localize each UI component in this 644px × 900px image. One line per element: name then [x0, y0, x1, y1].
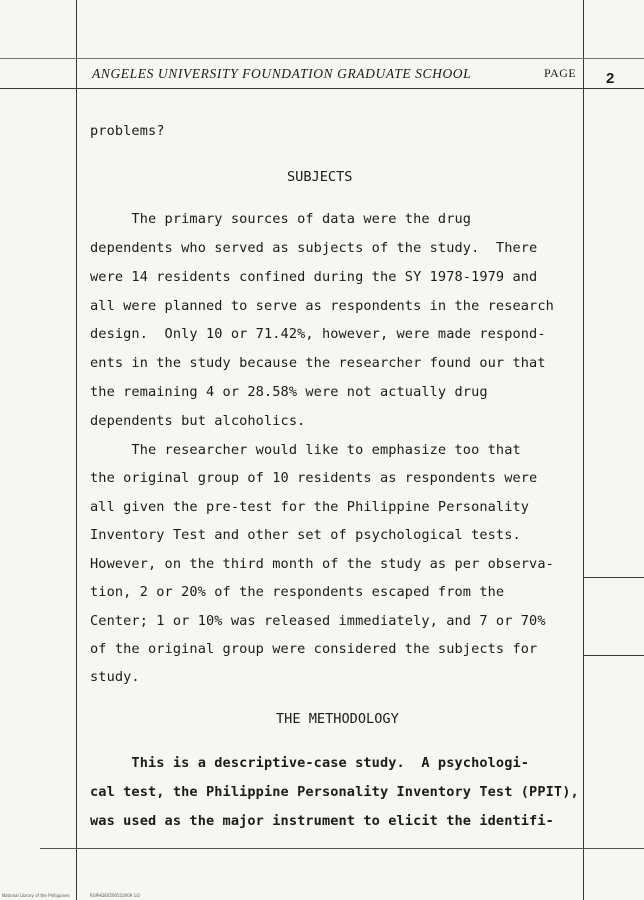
- footer-rule: [40, 848, 644, 849]
- left-border-line: [76, 0, 77, 900]
- page-number: 2: [606, 70, 615, 87]
- text-line: However, on the third month of the study as per observa-: [90, 556, 554, 572]
- text-line: all given the pre-test for the Philippine Personality: [90, 499, 530, 515]
- text-line: design. Only 10 or 71.42%, however, were made respond-: [90, 326, 546, 342]
- document-header-title: ANGELES UNIVERSITY FOUNDATION GRADUATE SCHOOL: [92, 66, 472, 81]
- text-line: study.: [90, 669, 140, 685]
- text-line: The primary sources of data were the drug: [90, 211, 472, 227]
- text-line: problems?: [90, 123, 165, 139]
- section-heading-subjects: SUBJECTS: [287, 169, 353, 185]
- margin-tick-line-2: [584, 655, 644, 656]
- text-line: Inventory Test and other set of psychological tests.: [90, 527, 521, 543]
- section-heading-methodology: THE METHODOLOGY: [276, 711, 399, 727]
- text-line: cal test, the Philippine Personality Inventory Test (PPIT),: [90, 784, 579, 800]
- text-line: the remaining 4 or 28.58% were not actually drug: [90, 384, 488, 400]
- text-line: ents in the study because the researcher found our that: [90, 355, 546, 371]
- text-line: This is a descriptive-case study. A psychologi-: [90, 755, 530, 771]
- text-line: tion, 2 or 20% of the respondents escaped from the: [90, 584, 505, 600]
- page-label: PAGE: [544, 66, 577, 80]
- header-bottom-rule: [0, 88, 644, 89]
- text-line: The researcher would like to emphasize too that: [90, 442, 521, 458]
- text-line: were 14 residents confined during the SY 1978-1979 and: [90, 269, 538, 285]
- header-top-rule: [0, 58, 644, 59]
- text-line: dependents but alcoholics.: [90, 413, 306, 429]
- text-line: Center; 1 or 10% was released immediately, and 7 or 70%: [90, 613, 546, 629]
- footer-document-code: RGPHDE0500510009 1/2: [90, 893, 141, 898]
- text-line: was used as the major instrument to elicit the identifi-: [90, 813, 554, 829]
- margin-tick-line: [584, 577, 644, 578]
- text-line: dependents who served as subjects of the study. There: [90, 240, 538, 256]
- footer-library-credit: National Library of the Philippines: [2, 893, 70, 898]
- text-line: all were planned to serve as respondents in the research: [90, 298, 554, 314]
- right-border-line: [583, 0, 584, 900]
- text-line: of the original group were considered the subjects for: [90, 641, 538, 657]
- text-line: the original group of 10 residents as respondents were: [90, 470, 538, 486]
